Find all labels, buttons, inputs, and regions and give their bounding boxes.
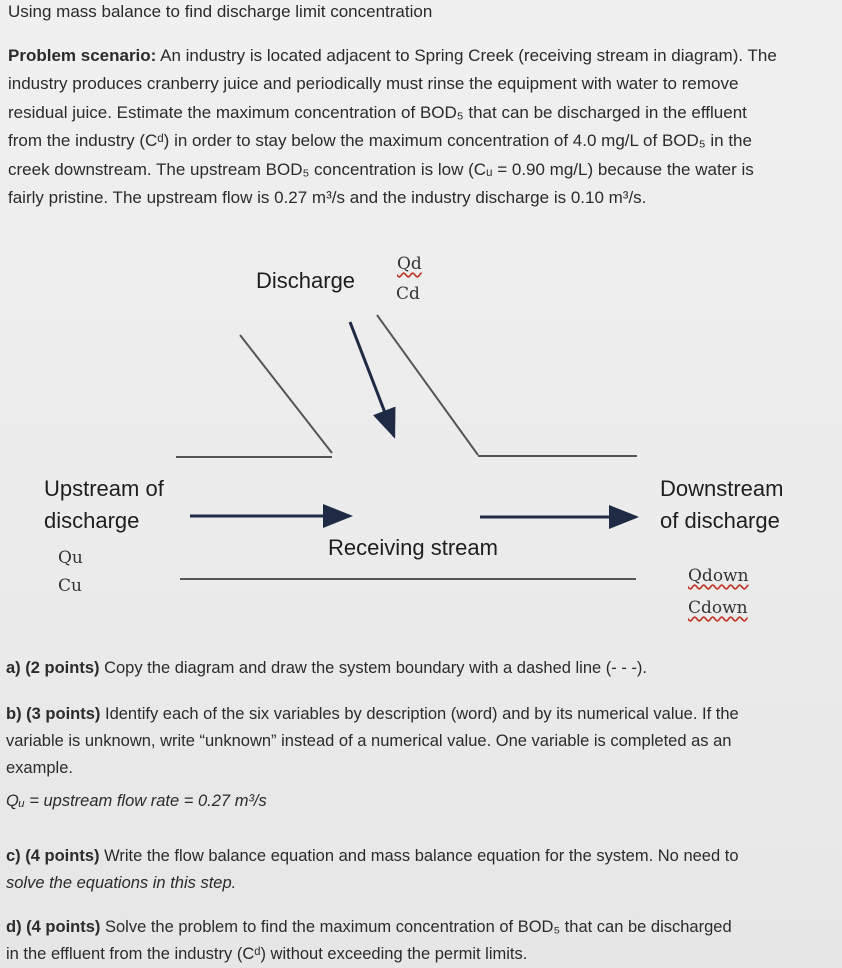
scenario-line-3: residual juice. Estimate the maximum concentration of BOD₅ that can be discharged in the effluent	[8, 102, 747, 122]
question-b-text-2: variable is unknown, write “unknown” instead of a numerical value. One variable is completed as an	[6, 732, 732, 750]
question-b-text-3: example.	[6, 759, 73, 777]
question-c-text-1: Write the flow balance equation and mass balance equation for the system. No need to	[99, 847, 739, 865]
scenario-line-6: fairly pristine. The upstream flow is 0.27 m³/s and the industry discharge is 0.10 m³/s.	[8, 188, 647, 208]
scenario-label: Problem scenario:	[8, 46, 157, 65]
question-c-label: c) (4 points)	[6, 847, 100, 865]
discharge-label: Discharge	[256, 268, 356, 293]
question-b-text-1: Identify each of the six variables by description (word) and by its numerical value. If the	[100, 705, 739, 723]
question-d	[6, 914, 836, 968]
question-a-text: Copy the diagram and draw the system boundary with a dashed line (- - -).	[99, 659, 648, 677]
cd-label: Cd	[396, 284, 420, 304]
downstream-label-line-2: of discharge	[660, 508, 780, 533]
scenario-line-1: An industry is located adjacent to Spring Creek (receiving stream in diagram). The	[156, 46, 777, 65]
example-variable: Qᵤ = upstream flow rate = 0.27 m³/s	[6, 792, 267, 810]
question-b-label: b) (3 points)	[6, 705, 101, 723]
question-c	[6, 843, 836, 897]
qdown-label: Qdown	[688, 566, 749, 586]
stream-diagram	[0, 240, 842, 640]
cu-label: Cu	[58, 576, 82, 596]
discharge-flow-arrow	[350, 322, 394, 436]
question-d-label: d) (4 points)	[6, 918, 101, 936]
question-d-text-2: in the effluent from the industry (Cᵈ) without exceeding the permit limits.	[6, 945, 528, 963]
question-a	[6, 655, 836, 682]
scenario-line-2: industry produces cranberry juice and periodically must rinse the equipment with water to remove	[8, 74, 739, 94]
question-c-text-2: solve the equations in this step.	[6, 874, 237, 892]
scenario-line-5: creek downstream. The upstream BOD₅ concentration is low (Cᵤ = 0.90 mg/L) because the water is	[8, 159, 754, 179]
cdown-label: Cdown	[688, 598, 748, 618]
upstream-label-line-1: Upstream of	[44, 476, 164, 501]
receiving-stream-label: Receiving stream	[328, 535, 498, 560]
question-a-label: a) (2 points)	[6, 659, 100, 677]
qu-label: Qu	[58, 548, 83, 568]
discharge-channel-left-bank	[240, 335, 332, 453]
question-b	[6, 701, 836, 782]
scenario-line-4: from the industry (Cᵈ) in order to stay below the maximum concentration of 4.0 mg/L of BOD₅ in the	[8, 131, 752, 151]
downstream-label-line-1: Downstream	[660, 476, 784, 501]
upstream-label-line-2: discharge	[44, 508, 140, 533]
qd-label: Qd	[397, 254, 422, 274]
problem-scenario	[8, 42, 840, 212]
page-title: Using mass balance to find discharge limit concentration	[8, 2, 433, 21]
question-d-text-1: Solve the problem to find the maximum concentration of BOD₅ that can be discharged	[100, 918, 732, 936]
